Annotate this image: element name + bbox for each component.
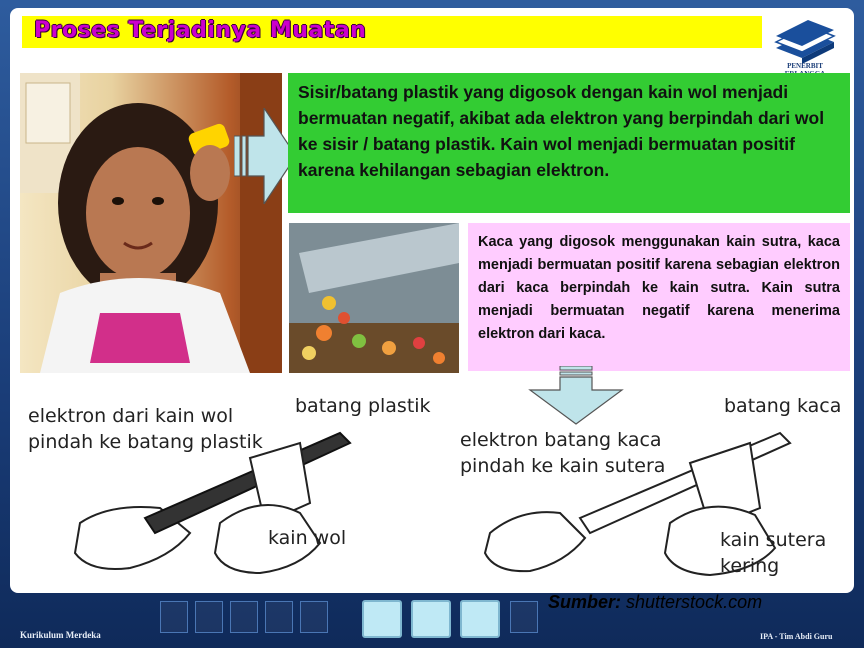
arrow-down-icon — [528, 366, 624, 426]
title-bar — [22, 16, 762, 48]
right-caption-line-1: elektron batang kaca — [460, 429, 662, 451]
glass-rod-photo — [289, 223, 459, 373]
decor-bar — [230, 601, 258, 633]
image-source — [548, 592, 762, 613]
left-caption-line-1: elektron dari kain wol — [28, 405, 234, 427]
left-caption-line-2: pindah ke batang plastik — [28, 431, 263, 453]
plastic-explanation-text: Sisir/batang plastik yang digosok dengan kain wol menjadi bermuatan negatif, akibat ada elektron yang berpindah dari wol ke sisir / batang plastik. Kain wol menjadi bermuatan positif karena kehilangan sebagian elektron. — [298, 82, 825, 180]
footer-credit: IPA - Tim Abdi Guru — [760, 632, 833, 641]
silk-cloth-label-2: kering — [720, 555, 780, 577]
decor-bar — [300, 601, 328, 633]
decor-bar — [510, 601, 538, 633]
plastic-rod-label: batang plastik — [295, 395, 431, 417]
nav-button-home[interactable] — [411, 600, 451, 638]
silk-cloth-label-1: kain sutera — [720, 529, 827, 551]
plastic-explanation-box — [288, 73, 850, 213]
source-label: Sumber: — [548, 592, 622, 612]
glass-explanation-box — [468, 223, 850, 371]
decor-bar — [195, 601, 223, 633]
glass-explanation-text: Kaca yang digosok menggunakan kain sutra, kaca menjadi bermuatan positif karena sebagian elektron dari kaca berpindah ke kain sutra. Kain sutra menjadi bermuatan negatif karena menerima elektron dari kaca. — [478, 234, 840, 342]
glass-rod-label: batang kaca — [724, 395, 842, 417]
glass-rod-image — [289, 223, 459, 373]
decor-bar — [160, 601, 188, 633]
nav-button-next[interactable] — [460, 600, 500, 638]
page-title: Proses Terjadinya Muatan — [34, 18, 367, 43]
footer-curriculum: Kurikulum Merdeka — [20, 630, 101, 640]
nav-button-previous[interactable] — [362, 600, 402, 638]
decor-bar — [265, 601, 293, 633]
source-value: shutterstock.com — [626, 592, 763, 612]
publisher-logo-icon — [768, 18, 842, 64]
right-caption-line-2: pindah ke kain sutera — [460, 455, 666, 477]
logo-caption: PENERBIT — [787, 62, 823, 70]
publisher-logo — [768, 18, 842, 78]
charging-illustration — [20, 383, 850, 589]
wool-cloth-label: kain wol — [268, 527, 347, 549]
